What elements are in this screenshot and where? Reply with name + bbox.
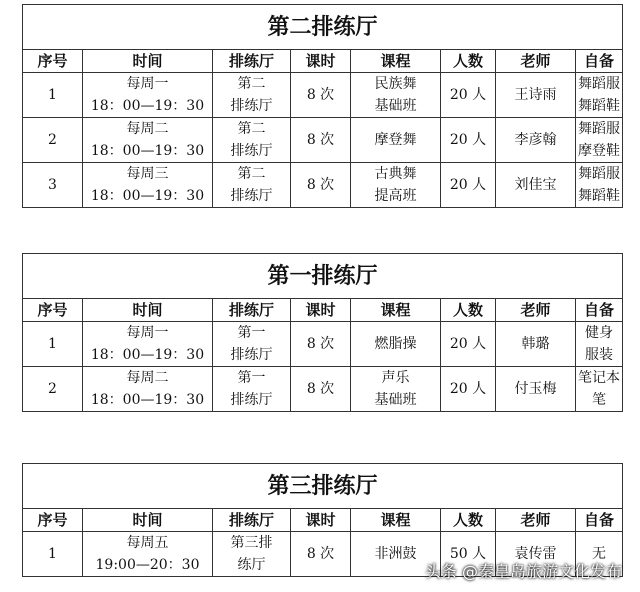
header-cell: 自备 — [576, 509, 623, 532]
table-cell: 8 次 — [291, 163, 351, 208]
header-cell: 课程 — [351, 50, 441, 73]
header-row — [23, 299, 623, 322]
table-cell: 第二 排练厅 — [213, 163, 291, 208]
header-cell: 自备 — [576, 299, 623, 322]
header-cell: 序号 — [23, 299, 83, 322]
table-cell: 20 人 — [441, 163, 496, 208]
header-cell: 时间 — [83, 299, 213, 322]
header-cell: 人数 — [441, 509, 496, 532]
table-title: 第三排练厅 — [23, 464, 623, 509]
header-cell: 序号 — [23, 50, 83, 73]
table-cell: 声乐 基础班 — [351, 367, 441, 412]
table-cell: 每周三 18：00—19：30 — [83, 163, 213, 208]
table-row — [23, 322, 623, 367]
table-cell: 20 人 — [441, 367, 496, 412]
table-cell: 8 次 — [291, 532, 351, 577]
table-cell: 每周二 18：00—19：30 — [83, 118, 213, 163]
header-cell: 人数 — [441, 299, 496, 322]
table-cell: 2 — [23, 367, 83, 412]
table-title: 第二排练厅 — [23, 5, 623, 50]
table-cell: 2 — [23, 118, 83, 163]
schedule-table-hall-1 — [22, 253, 623, 412]
table-cell: 8 次 — [291, 73, 351, 118]
header-cell: 老师 — [496, 50, 576, 73]
header-cell: 课时 — [291, 50, 351, 73]
table-cell: 民族舞 基础班 — [351, 73, 441, 118]
watermark: 头条 @秦皇岛旅游文化发布 — [424, 562, 622, 581]
header-cell: 排练厅 — [213, 299, 291, 322]
table-cell: 8 次 — [291, 118, 351, 163]
table-cell: 8 次 — [291, 322, 351, 367]
table-cell: 付玉梅 — [496, 367, 576, 412]
table-cell: 8 次 — [291, 367, 351, 412]
header-cell: 课程 — [351, 509, 441, 532]
table-title: 第一排练厅 — [23, 254, 623, 299]
header-cell: 时间 — [83, 50, 213, 73]
table-cell: 古典舞 提高班 — [351, 163, 441, 208]
table-cell: 50 人 — [441, 532, 496, 577]
table-cell: 李彦翰 — [496, 118, 576, 163]
header-cell: 课程 — [351, 299, 441, 322]
header-cell: 排练厅 — [213, 509, 291, 532]
table-cell: 摩登舞 — [351, 118, 441, 163]
table-cell: 舞蹈服 摩登鞋 — [576, 118, 623, 163]
table-cell: 第二 排练厅 — [213, 73, 291, 118]
table-cell: 第一 排练厅 — [213, 322, 291, 367]
table-cell: 第三排 练厅 — [213, 532, 291, 577]
header-cell: 自备 — [576, 50, 623, 73]
table-cell: 第二 排练厅 — [213, 118, 291, 163]
table-cell: 20 人 — [441, 73, 496, 118]
header-cell: 老师 — [496, 509, 576, 532]
table-row — [23, 73, 623, 118]
table-cell: 1 — [23, 73, 83, 118]
table-cell: 非洲鼓 — [351, 532, 441, 577]
table-row — [23, 118, 623, 163]
table-cell: 舞蹈服 舞蹈鞋 — [576, 73, 623, 118]
table-cell: 无 — [576, 532, 623, 577]
table-cell: 1 — [23, 322, 83, 367]
table-cell: 每周一 18：00—19：30 — [83, 73, 213, 118]
table-cell: 每周二 18：00—19：30 — [83, 367, 213, 412]
table-cell: 笔记本 笔 — [576, 367, 623, 412]
table-body — [23, 322, 623, 412]
table-cell: 20 人 — [441, 118, 496, 163]
table-cell: 第一 排练厅 — [213, 367, 291, 412]
table-row — [23, 163, 623, 208]
header-row — [23, 50, 623, 73]
table-cell: 1 — [23, 532, 83, 577]
header-cell: 排练厅 — [213, 50, 291, 73]
header-cell: 老师 — [496, 299, 576, 322]
header-cell: 人数 — [441, 50, 496, 73]
table-cell: 燃脂操 — [351, 322, 441, 367]
table-body — [23, 73, 623, 208]
table-cell: 刘佳宝 — [496, 163, 576, 208]
header-row — [23, 509, 623, 532]
table-cell: 每周一 18：00—19：30 — [83, 322, 213, 367]
table-cell: 舞蹈服 舞蹈鞋 — [576, 163, 623, 208]
table-cell: 健身 服装 — [576, 322, 623, 367]
table-cell: 3 — [23, 163, 83, 208]
table-cell: 韩璐 — [496, 322, 576, 367]
table-cell: 王诗雨 — [496, 73, 576, 118]
header-cell: 序号 — [23, 509, 83, 532]
header-cell: 课时 — [291, 509, 351, 532]
table-row — [23, 367, 623, 412]
header-cell: 时间 — [83, 509, 213, 532]
table-cell: 袁传雷 — [496, 532, 576, 577]
table-cell: 20 人 — [441, 322, 496, 367]
header-cell: 课时 — [291, 299, 351, 322]
table-cell: 每周五 19:00—20：30 — [83, 532, 213, 577]
schedule-table-hall-2 — [22, 4, 623, 208]
